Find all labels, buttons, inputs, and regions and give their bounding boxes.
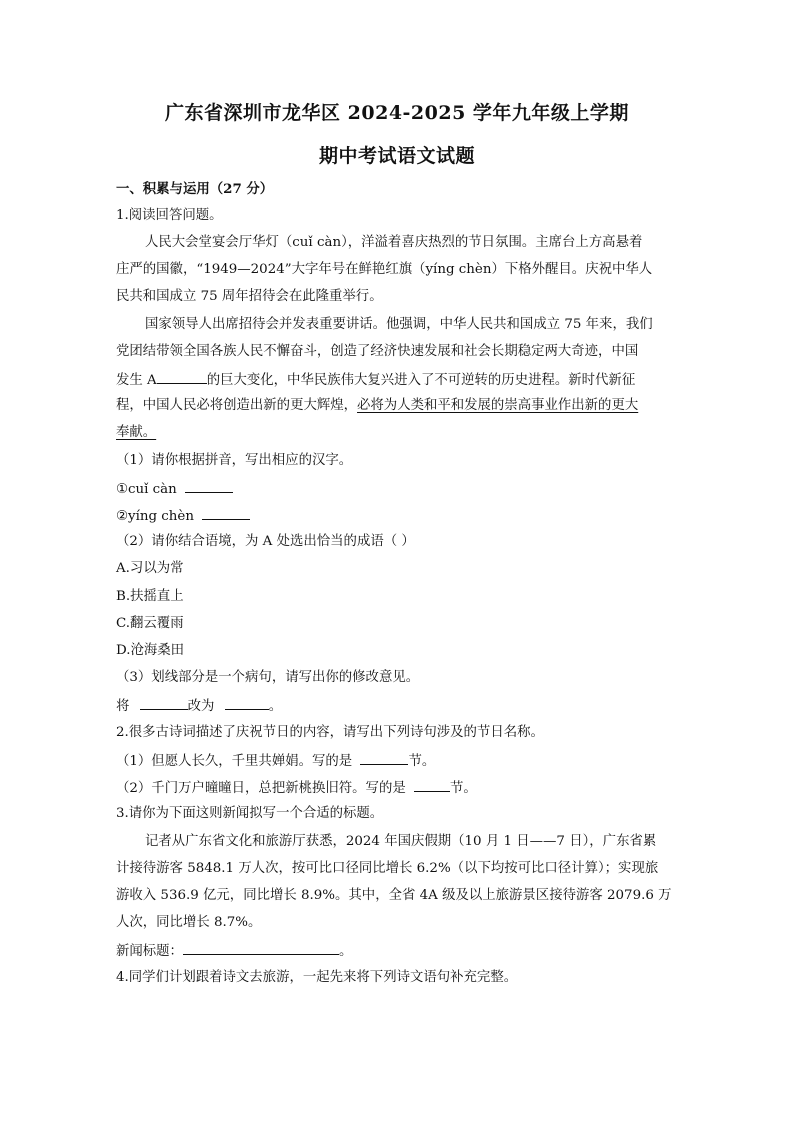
passage-line: 人民大会堂宴会厅华灯（cuǐ càn），洋溢着喜庆热烈的节日氛围。主席台上方高悬着 <box>145 235 643 250</box>
passage-line <box>116 370 686 390</box>
news-line: 计接待游客 5848.1 万人次，按可比口径同比增长 6.2%（以下均按可比口径计算）；实现旅 <box>116 861 659 876</box>
passage-line: 国家领导人出席招待会并发表重要讲话。他强调，中华人民共和国成立 75 年来，我们 <box>145 317 653 332</box>
correction-text: 。 <box>268 699 283 714</box>
option-b[interactable]: B.扶摇直上 <box>116 589 184 604</box>
option-a[interactable]: A.习以为常 <box>116 561 184 576</box>
exam-title-line1: 广东省深圳市龙华区 2024-2025 学年九年级上学期 <box>165 102 629 124</box>
question-4-prompt: 4.同学们计划跟着诗文去旅游，一起先来将下列诗文语句补充完整。 <box>116 970 518 985</box>
answer-blank-pinyin-2[interactable] <box>202 506 250 520</box>
correction-text: 改为 <box>187 699 215 714</box>
question-3-prompt: 3.请你为下面这则新闻拟写一个合适的标题。 <box>116 806 384 821</box>
section-heading: 一、积累与运用（27 分） <box>116 181 274 197</box>
correction-text: 将 <box>116 699 130 714</box>
passage-line <box>116 397 686 415</box>
news-line: 记者从广东省文化和旅游厅获悉，2024 年国庆假期（10 月 1 日——7 日），广东省累 <box>145 834 657 849</box>
answer-blank-a[interactable] <box>157 370 207 384</box>
option-d[interactable]: D.沧海桑田 <box>116 643 185 658</box>
underlined-sentence-end: 奉献。 <box>116 425 157 440</box>
subquestion-2: （2）请你结合语境，为 A 处选出恰当的成语（ ） <box>116 534 415 549</box>
option-c[interactable]: C.翻云覆雨 <box>116 616 184 631</box>
question-1-prompt: 1.阅读回答问题。 <box>116 208 223 223</box>
passage-text: 发生 A <box>116 373 157 388</box>
pinyin-label: ②yíng chèn <box>116 509 194 524</box>
passage-line <box>116 424 686 442</box>
headline-answer-line <box>116 941 686 961</box>
festival-item-1 <box>116 751 686 771</box>
question-2-prompt: 2.很多古诗词描述了庆祝节日的内容，请写出下列诗句涉及的节日名称。 <box>116 725 544 740</box>
passage-line: 党团结带领全国各族人民不懈奋斗，创造了经济快速发展和社会长期稳定两大奇迹，中国 <box>116 344 639 359</box>
correction-line <box>116 696 686 716</box>
underlined-sentence: 必将为人类和平和发展的崇高事业作出新的更大 <box>357 398 639 413</box>
answer-blank-pinyin-1[interactable] <box>185 479 233 493</box>
passage-text: 的巨大变化，中华民族伟大复兴进入了不可逆转的历史进程。新时代新征 <box>206 373 636 388</box>
pinyin-label: ①cuǐ càn <box>116 482 177 497</box>
festival-text: 节。 <box>450 781 477 796</box>
passage-line: 民共和国成立 75 周年招待会在此隆重举行。 <box>116 289 383 304</box>
pinyin-item-1 <box>116 479 686 499</box>
passage-text: 程，中国人民必将创造出新的更大辉煌， <box>116 398 358 413</box>
passage-line: 庄严的国徽，“1949—2024”大字年号在鲜艳红旗（yíng chèn）下格外醒目。庆祝中华人 <box>116 262 653 277</box>
answer-blank-festival-1[interactable] <box>360 751 408 765</box>
subquestion-3: （3）划线部分是一个病句，请写出你的修改意见。 <box>116 670 420 685</box>
festival-item-2 <box>116 778 686 798</box>
answer-blank-headline[interactable] <box>183 941 339 955</box>
headline-end: 。 <box>338 944 353 959</box>
festival-text: （2）千门万户曈曈日，总把新桃换旧符。写的是 <box>116 781 406 796</box>
answer-blank-original[interactable] <box>140 696 188 710</box>
festival-text: 节。 <box>408 754 436 769</box>
news-line: 人次，同比增长 8.7%。 <box>116 915 262 930</box>
festival-text: （1）但愿人长久，千里共婵娟。写的是 <box>116 754 353 769</box>
answer-blank-revised[interactable] <box>225 696 269 710</box>
exam-title-line2: 期中考试语文试题 <box>318 145 475 167</box>
answer-blank-festival-2[interactable] <box>414 778 450 792</box>
headline-label: 新闻标题： <box>116 944 183 959</box>
subquestion-1: （1）请你根据拼音，写出相应的汉字。 <box>116 453 353 468</box>
pinyin-item-2 <box>116 506 686 526</box>
news-line: 游收入 536.9 亿元，同比增长 8.9%。其中，全省 4A 级及以上旅游景区接待游客 2079.6 万 <box>116 888 672 903</box>
